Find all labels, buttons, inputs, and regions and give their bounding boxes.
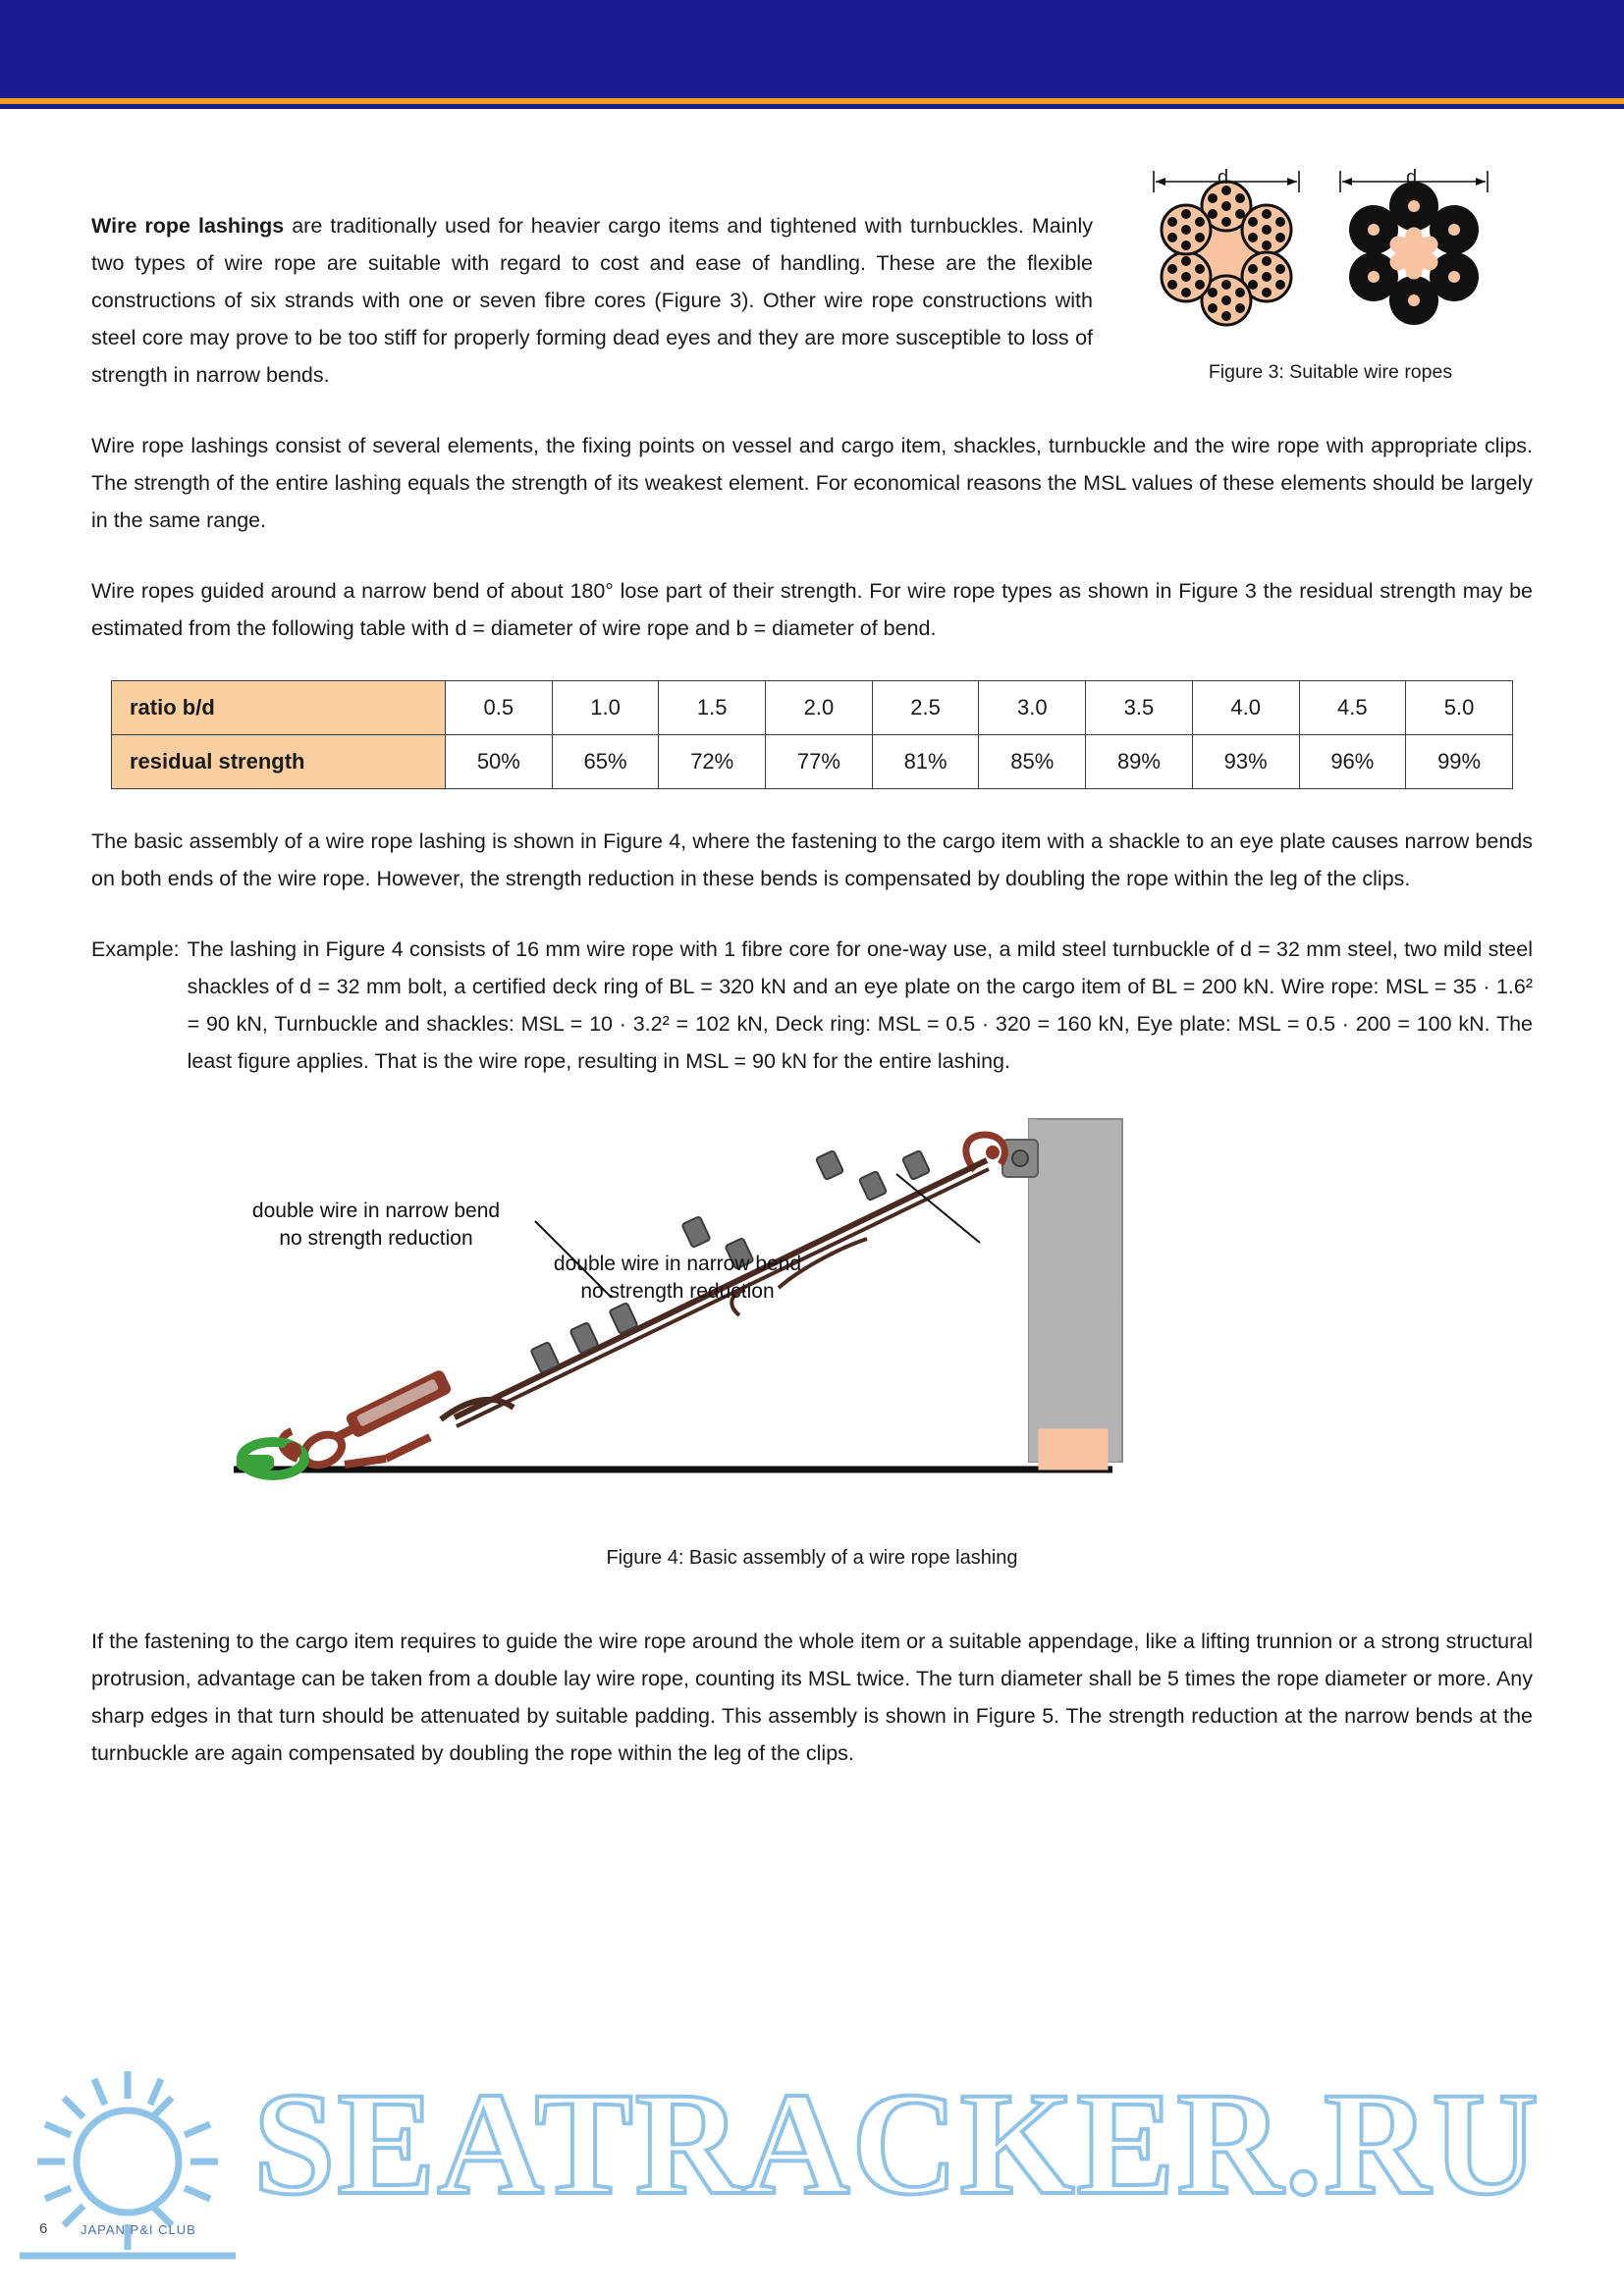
fig3-dim-label-right: d — [1406, 167, 1418, 188]
table-cell-strength-9: 99% — [1406, 735, 1513, 789]
annotation-left-line-2: no strength reduction — [279, 1227, 473, 1250]
fig3-dim-label-left: d — [1218, 167, 1229, 188]
table-row-ratio — [112, 681, 1513, 735]
table-cell-strength-0: 50% — [446, 735, 553, 789]
paragraph-5: If the fastening to the cargo item requires to guide the wire rope around the whole item or a suitable appendage, like a lifting trunnion or a strong structural protrusion, advantage can be taken from a double lay wire rope, counting its MSL twice. The turn diameter shall be 5 times the rope diameter or more. Any sharp edges in that turn should be attenuated by suitable padding. This assembly is shown in Figure 5. The strength reduction at the narrow bends at the turnbuckle are again compensated by doubling the rope within the leg of the clips. — [91, 1629, 1533, 1765]
annotation-left-line-1: double wire in narrow bend — [251, 1200, 501, 1222]
table-cell-strength-7: 93% — [1192, 735, 1299, 789]
table-cell-ratio-8: 4.5 — [1299, 681, 1406, 735]
table-cell-strength-3: 77% — [766, 735, 873, 789]
table-cell-strength-8: 96% — [1299, 735, 1406, 789]
annotation-right-line-1: double wire in narrow bend — [553, 1253, 802, 1275]
paragraph-3: Wire ropes guided around a narrow bend of about 180° lose part of their strength. For wire rope types as shown in Figure 3 the residual strength may be estimated from the following table with d = diameter of wire rope and b = diameter of bend. — [91, 579, 1533, 640]
paragraph-wire-rope-lashings — [91, 207, 1093, 394]
paragraph-4: The basic assembly of a wire rope lashing is shown in Figure 4, where the fastening to the cargo item with a shackle to an eye plate causes narrow bends on both ends of the wire rope. However, the strength reduction in these bends is compensated by doubling the rope within the leg of the clips. — [91, 829, 1533, 890]
paragraph-lead-bold: Wire rope lashings — [91, 214, 285, 238]
example-label: Example: — [91, 937, 180, 961]
table-cell-ratio-2: 1.5 — [659, 681, 766, 735]
page-header-band — [0, 0, 1624, 98]
table-cell-ratio-7: 4.0 — [1192, 681, 1299, 735]
table-row-label-ratio: ratio b/d — [112, 681, 446, 735]
example-paragraph — [91, 931, 1533, 1080]
table-row-label-strength: residual strength — [112, 735, 446, 789]
table-cell-ratio-5: 3.0 — [979, 681, 1086, 735]
table-cell-ratio-0: 0.5 — [446, 681, 553, 735]
figure-3-caption: Figure 3: Suitable wire ropes — [1208, 361, 1453, 383]
residual-strength-table — [111, 680, 1513, 789]
annotation-right-line-2: no strength reduction — [580, 1280, 775, 1303]
paragraph-1-text: are traditionally used for heavier cargo items and tightened with turnbuckles. Mainly two types of wire rope are suitable with regard to cost and ease of handling. These are the flexible constructions of six strands with one or seven fibre cores (Figure 3). Other wire rope constructions with steel core may prove to be too stiff for properly forming dead eyes and they are more susceptible to loss of strength in narrow bends. — [91, 214, 1094, 387]
table-cell-ratio-1: 1.0 — [552, 681, 659, 735]
figure-4-annotation-right — [515, 1251, 839, 1306]
page-number: 6 — [39, 2220, 48, 2237]
table-cell-strength-2: 72% — [659, 735, 766, 789]
figure-4-caption: Figure 4: Basic assembly of a wire rope lashing — [606, 1547, 1018, 1569]
example-text: The lashing in Figure 4 consists of 16 mm wire rope with 1 fibre core for one-way use, a mild steel turnbuckle of d = 32 mm steel, two mild steel shackles of d = 32 mm bolt, a certified deck ring of BL = 320 kN and an eye plate on the cargo item of BL = 200 kN. Wire rope: MSL = 35 · 1.6² = 90 kN, Turnbuckle and shackles: MSL = 10 · 3.2² = 102 kN, Deck ring: MSL = 0.5 · 320 = 160 kN, Eye plate: MSL = 0.5 · 200 = 100 kN. The least figure applies. That is the wire rope, resulting in MSL = 90 kN for the entire lashing. — [187, 937, 1533, 1073]
footer-club-label: JAPAN P&I CLUB — [81, 2222, 196, 2237]
table-cell-strength-5: 85% — [979, 735, 1086, 789]
figure-4-annotation-left — [214, 1198, 538, 1253]
figure-4 — [91, 1113, 1533, 1535]
page-body — [0, 109, 1624, 2296]
table-cell-strength-1: 65% — [552, 735, 659, 789]
table-cell-ratio-6: 3.5 — [1086, 681, 1193, 735]
watermark-text: SEATRACKER.RU — [253, 2062, 1541, 2225]
paragraph-2: Wire rope lashings consist of several elements, the fixing points on vessel and cargo item, shackles, turnbuckle and the wire rope with appropriate clips. The strength of the entire lashing equals the strength of its weakest element. For economical reasons the MSL values of these elements should be largely in the same range. — [91, 434, 1533, 532]
table-cell-ratio-3: 2.0 — [766, 681, 873, 735]
table-cell-ratio-4: 2.5 — [872, 681, 979, 735]
table-row-strength — [112, 735, 1513, 789]
table-cell-strength-6: 89% — [1086, 735, 1193, 789]
figure-4-drawing — [91, 1113, 1533, 1535]
table-cell-strength-4: 81% — [872, 735, 979, 789]
document-content — [91, 207, 1533, 1805]
table-cell-ratio-9: 5.0 — [1406, 681, 1513, 735]
